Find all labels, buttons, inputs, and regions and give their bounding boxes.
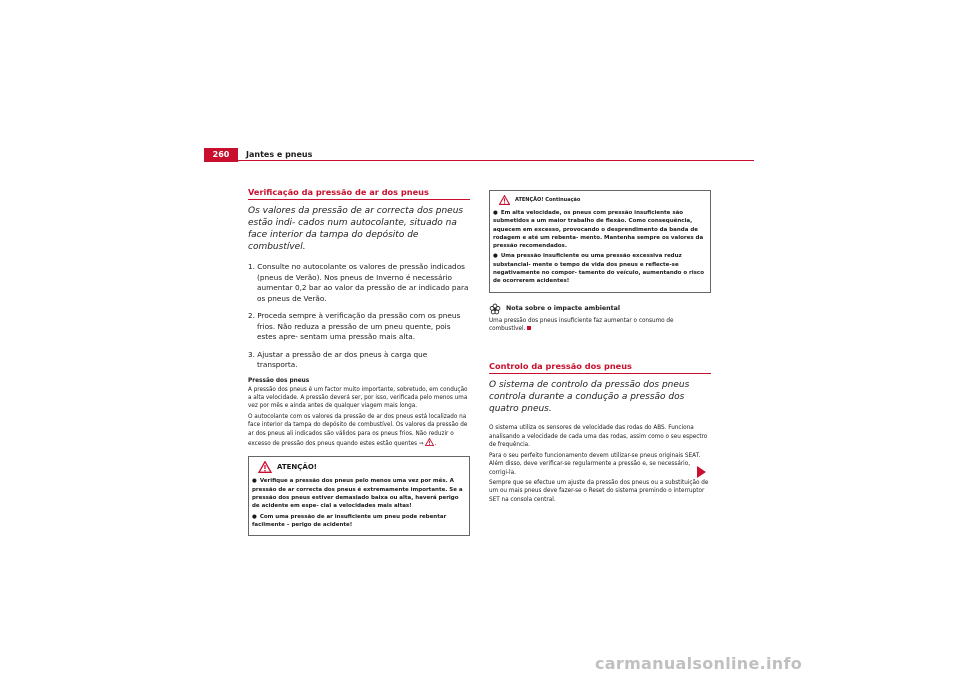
page-number: 260 (204, 148, 238, 162)
environment-note-text: Uma pressão dos pneus insuficiente faz aumentar o consumo de combustível. (489, 317, 674, 333)
environment-note-title: Nota sobre o impacte ambiental (506, 305, 621, 313)
left-column (248, 187, 470, 536)
flower-icon (489, 303, 501, 315)
warning-item: ● Com uma pressão de ar insuficiente um pneu pode rebentar facilmente – perigo de acidente! (252, 513, 447, 528)
bullet-icon: ● (252, 478, 257, 485)
steps-list (248, 262, 470, 371)
step-item: 3. Ajustar a pressão de ar dos pneus à carga que transporta. (248, 349, 428, 369)
warning-title: ATENÇÃO! Continuação (515, 197, 581, 203)
paragraph: Para o seu perfeito funcionamento devem utilizar-se pneus originais SEAT. Além disso, deve verificar-se regularmente a pressão e, se necessário, corrigi-la. (489, 452, 701, 476)
warning-item: ● Uma pressão insuficiente ou uma pressão excessiva reduz substancial- mente o tempo de vida dos pneus e reflecte-se negativamente no compor- tamento do veículo, aumentando o risco de ocorrerem acidentes! (493, 253, 704, 285)
bullet-icon: ● (252, 513, 257, 520)
lead-text: O sistema de controlo da pressão dos pneus controla durante a condução a pressão dos quatro pneus. (489, 380, 690, 415)
warning-triangle-icon (258, 461, 272, 473)
warning-box (248, 456, 470, 536)
warning-item: ● Verifique a pressão dos pneus pelo menos uma vez por mês. A pressão de ar correcta dos pneus é extremamente importante. Se a pressão dos pneus estiver demasiado baixa ou alta, haverá perigo de acidente em espe- cial a velocidades mais altas! (252, 478, 463, 510)
watermark: carmanualsonline.info (595, 654, 803, 673)
paragraph: O sistema utiliza os sensores de velocidade das rodas do ABS. Funciona analisando a velocidade de cada uma das rodas, assim como o seu espectro de frequência. (489, 425, 708, 449)
paragraph: A pressão dos pneus é um factor muito importante, sobretudo, em condução a alta velocidade. A pressão deverá ser, por isso, verificada pelo menos uma vez por mês e ainda antes de qualquer viagem mais longa. (248, 386, 468, 410)
right-column (489, 190, 711, 506)
environment-note-header (489, 303, 711, 315)
warning-header (493, 191, 707, 208)
bullet-icon: ● (493, 210, 498, 216)
warning-triangle-icon (499, 195, 510, 205)
paragraph: Sempre que se efectue um ajuste da pressão dos pneus ou a substituição de um ou mais pneus deve fazer-se o Reset do sistema premindo o interruptor SET na consola central. (489, 479, 709, 503)
paragraph: O autocolante com os valores da pressão de ar dos pneus está localizado na face interior da tampa do depósito de combustível. Os valores da pressão de ar dos pneus ali indicados são válidos para os pneus frios. Não reduzir o excesso de pressão dos pneus quando estes estão quentes ⇒ . (248, 413, 468, 447)
header-rule (204, 160, 754, 161)
warning-triangle-icon (425, 438, 434, 446)
end-mark-icon (527, 326, 531, 330)
section-heading-pressure-control: Controlo da pressão dos pneus (489, 361, 711, 374)
bullet-icon: ● (493, 253, 498, 260)
warning-header (252, 457, 466, 476)
step-item: 2. Proceda sempre à verificação da pressão com os pneus frios. Não reduza a pressão de um pneu quente, pois estes apre- sentam uma pressão mais alta. (248, 311, 461, 341)
lead-text: Os valores da pressão de ar correcta dos pneus estão indi- cados num autocolante, situado na face interior da tampa do depósito de combustível. (248, 206, 464, 252)
sub-heading: Pressão dos pneus (248, 377, 310, 384)
warning-item: ● Em alta velocidade, os pneus com pressão insuficiente são submetidos a um maior trabalho de flexão. Como consequência, aquecem em excesso, provocando o desprendimento da banda de rodagem e até um rebenta- mento. Mantenha sempre os valores da pressão recomendados. (493, 210, 704, 250)
warning-title: ATENÇÃO! (277, 463, 317, 472)
continue-arrow-icon (697, 466, 706, 478)
step-item: 1. Consulte no autocolante os valores de pressão indicados (pneus de Verão). Nos pneus de Inverno é necessário aumentar 0,2 bar ao valor da pressão de ar indicado para os pneus de Verão. (248, 262, 469, 303)
warning-box-continued (489, 190, 711, 293)
section-heading-tire-pressure-check: Verificação da pressão de ar dos pneus (248, 187, 470, 200)
section-title: Jantes e pneus (246, 150, 313, 159)
